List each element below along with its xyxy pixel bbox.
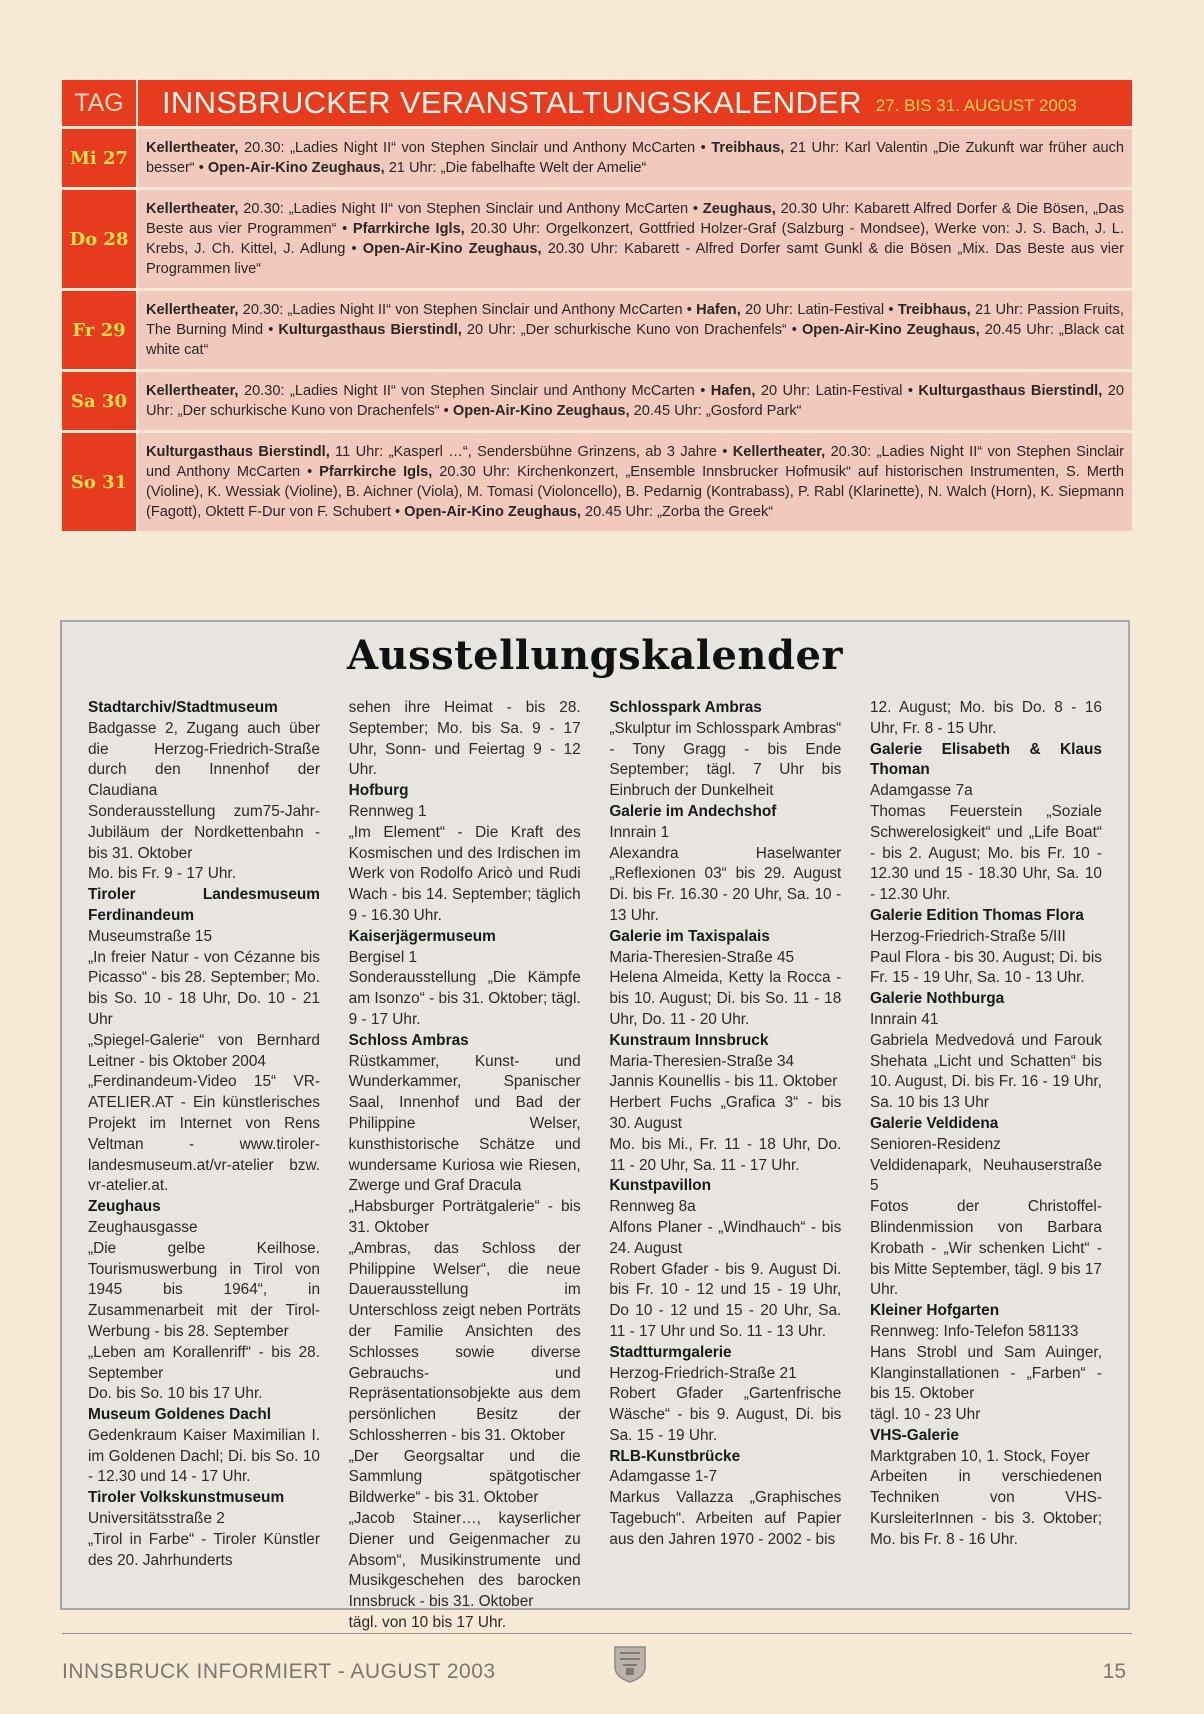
exhibition-info: Innrain 41 <box>869 1010 939 1028</box>
exhibition-info: Innrain 1 <box>609 823 670 841</box>
exhibition-info: „Tirol in Farbe“ - Tiroler Künstler des 20. Jahrhunderts <box>88 1530 320 1569</box>
exhibition-info: Maria-Theresien-Straße 45 <box>609 948 795 966</box>
venue-name: Open-Air-Kino Zeughaus, <box>362 241 542 257</box>
exhibition-info: tägl. von 10 bis 17 Uhr. <box>348 1614 507 1632</box>
exhibition-info: Robert Gfader „Gartenfrische Wäsche“ - bis 9. August, Di. bis Sa. 15 - 19 Uhr. <box>609 1385 842 1444</box>
exhibition-title: Ausstellungskalender <box>347 632 843 679</box>
venue-heading: Tiroler Landesmuseum Ferdinandeum <box>88 886 320 924</box>
calendar-header <box>62 80 1132 126</box>
calendar-day-row <box>62 372 1132 430</box>
event-details: 11 Uhr: „Kasperl …“, Sendersbühne Grinzens, ab 3 Jahre • <box>329 444 733 460</box>
venue-name: Kellertheater, <box>732 444 826 460</box>
venue-heading: Zeughaus <box>88 1198 161 1216</box>
exhibition-info: „In freier Natur - von Cézanne bis Picasso“ - bis 28. September; Mo. bis So. 10 - 18 Uhr, Do. 10 - 21 Uhr <box>88 948 320 1028</box>
exhibition-info: Rüstkammer, Kunst- und Wunderkammer, Spanischer Saal, Innenhof und Bad der Philippine Welser, kunsthistorische Schätze und wundersame Kuriosa wie Riesen, Zwerge und Graf Dracula <box>348 1052 581 1195</box>
exhibition-info: Herbert Fuchs „Grafica 3“ - bis 30. August <box>609 1094 842 1132</box>
venue-heading: Museum Goldenes Dachl <box>88 1406 272 1424</box>
exhibition-info: tägl. 10 - 23 Uhr <box>869 1406 981 1424</box>
event-details: 20 Uhr: Latin-Festival • <box>755 383 919 399</box>
venue-name: Hafen, <box>710 383 756 399</box>
exhibition-info: „Leben am Korallenriff“ - bis 28. September <box>88 1343 320 1382</box>
day-events-text <box>138 129 1132 187</box>
venue-heading: Galerie Nothburga <box>869 990 1005 1008</box>
exhibition-info: Mo. bis Fr. 9 - 17 Uhr. <box>88 865 236 883</box>
venue-name: Pfarrkirche Igls, <box>319 464 433 480</box>
venue-heading: Stadtarchiv/Stadtmuseum <box>88 699 278 716</box>
event-details: 20.30: „Ladies Night II“ von Stephen Sinclair und Anthony McCarten • <box>238 383 711 399</box>
venue-heading: Galerie Edition Thomas Flora <box>869 906 1084 924</box>
venue-name: Zeughaus, <box>702 201 776 217</box>
exhibition-info: Jannis Kounellis - bis 11. Oktober <box>609 1073 838 1091</box>
event-details: 20.30 Uhr: Orgelkonzert, Gottfried Holzer-Graf (Salzburg - Mondsee), Werke von: J. S. Bach, J. L. Krebs, J. Ch. Kittel, J. Adlung • <box>146 221 1124 257</box>
exhibition-column <box>88 698 320 1634</box>
exhibition-info: Universitätsstraße 2 <box>88 1510 225 1528</box>
venue-heading: RLB-Kunstbrücke <box>609 1447 741 1465</box>
exhibition-info: „Jacob Stainer…, kayserlicher Diener und Geigenmacher zu Absom“, Musikinstrumente und Musikgeschehen des barocken Innsbruck - bis 31. Oktober <box>348 1510 581 1611</box>
venue-name: Open-Air-Kino Zeughaus, <box>801 322 980 338</box>
venue-heading: Galerie im Taxispalais <box>609 927 770 945</box>
venue-name: Treibhaus, <box>897 302 971 318</box>
calendar-day-row <box>62 291 1132 369</box>
exhibition-info: Mo. bis Mi., Fr. 11 - 18 Uhr, Do. 11 - 20 Uhr, Sa. 11 - 17 Uhr. <box>609 1135 842 1174</box>
exhibition-info: Sonderausstellung „Die Kämpfe am Isonzo“ - bis 31. Oktober; tägl. 9 - 17 Uhr. <box>348 969 581 1028</box>
venue-heading: Tiroler Volkskunstmuseum <box>88 1489 285 1507</box>
exhibition-info: Hans Strobl und Sam Auinger, Klanginstallationen - „Farben“ - bis 15. Oktober <box>869 1343 1102 1403</box>
exhibition-info: Do. bis So. 10 bis 17 Uhr. <box>88 1385 263 1403</box>
venue-heading: Kunstraum Innsbruck <box>609 1031 769 1049</box>
event-details: 21 Uhr: „Die fabelhafte Welt der Amelie“ <box>384 160 647 176</box>
event-calendar <box>62 80 1132 531</box>
venue-name: Kulturgasthaus Bierstindl, <box>278 322 462 338</box>
day-events-text <box>138 291 1132 369</box>
calendar-day-row <box>62 190 1132 288</box>
exhibition-info: Rennweg 1 <box>348 802 427 820</box>
venue-name: Kellertheater, <box>146 383 239 399</box>
exhibition-info: Senioren-Residenz Veldidenapark, Neuhauserstraße 5 <box>869 1135 1102 1195</box>
exhibition-info: „Die gelbe Keilhose. Tourismuswerbung in Tirol von 1945 bis 1964“, in Zusammenarbeit mit der Tirol-Werbung - bis 28. September <box>88 1239 320 1340</box>
exhibition-info: „Habsburger Porträtgalerie“ - bis 31. Oktober <box>348 1198 581 1236</box>
exhibition-info: „Im Element“ - Die Kraft des Kosmischen und des Irdischen im Werk von Rodolfo Aricò und Rudi Wach - bis 14. September; täglich 9 - 16.30 Uhr. <box>348 823 581 924</box>
venue-name: Kellertheater, <box>146 140 239 156</box>
exhibition-info: Robert Gfader - bis 9. August Di. bis Fr. 10 - 12 und 15 - 19 Uhr, Do 10 - 12 und 15 - 20 Uhr, Sa. 11 - 17 Uhr und So. 11 - 13 Uhr. <box>609 1260 842 1340</box>
event-details: 20.45 Uhr: „Zorba the Greek“ <box>580 504 774 520</box>
exhibition-info: Adamgasse 7a <box>869 782 973 800</box>
venue-name: Pfarrkirche Igls, <box>352 221 465 237</box>
exhibition-info: „Ambras, das Schloss der Philippine Welser“, die neue Dauerausstellung im Unterschloss zeigt neben Porträts der Familie Ansichten des Schlosses sowie diverse Gebrauchs- und Repräsentationsobjekte aus dem persönlichen Besitz der Schlossherren - bis 31. Oktober <box>348 1239 581 1444</box>
venue-name: Kulturgasthaus Bierstindl, <box>146 444 330 460</box>
exhibition-info: Paul Flora - bis 30. August; Di. bis Fr. 15 - 19 Uhr, Sa. 10 - 13 Uhr. <box>869 948 1102 987</box>
publication-name: INNSBRUCK INFORMIERT - AUGUST 2003 <box>62 1660 496 1683</box>
exhibition-info: „Spiegel-Galerie“ von Bernhard Leitner - bis Oktober 2004 <box>88 1031 320 1070</box>
day-label: So 31 <box>62 433 136 531</box>
exhibition-info: Herzog-Friedrich-Straße 5/III <box>869 927 1066 945</box>
day-label: Sa 30 <box>62 372 136 430</box>
exhibition-column <box>349 698 581 1634</box>
calendar-date-range: 27. BIS 31. AUGUST 2003 <box>875 96 1077 115</box>
exhibition-info: „Ferdinandeum-Video 15“ VR-ATELIER.AT - Ein künstlerisches Projekt im Internet von Rens Veltman - www.tiroler-landesmuseum.at/vr-atelier bzw. vr-atelier.at. <box>88 1073 320 1195</box>
event-details: 20.30: „Ladies Night II“ von Stephen Sinclair und Anthony McCarten • <box>238 140 712 156</box>
venue-heading: Hofburg <box>348 782 409 800</box>
event-details: 20.30 Uhr: Kirchenkonzert, „Ensemble Innsbrucker Hofmusik“ auf historischen Instrumenten, S. Merth (Violine), K. Wessiak (Violine), B. Aichner (Viola), M. Tomasi (Violoncello), B. Pedarnig (Kontrabass), P. Rabl (Klarinette), N. Walch (Horn), K. Siepmann (Fagott), Oktett F-Dur von F. Schubert • <box>146 464 1125 520</box>
day-events-text <box>138 372 1132 430</box>
exhibition-info: Thomas Feuerstein „Soziale Schwerelosigkeit“ und „Life Boat“ - bis 2. August; Mo. bis Fr. 10 - 12.30 und 15 - 18.30 Uhr, Sa. 10 - 12.30 Uhr. <box>869 802 1102 904</box>
exhibition-info: Herzog-Friedrich-Straße 21 <box>609 1364 797 1382</box>
event-details: 20.30: „Ladies Night II“ von Stephen Sinclair und Anthony McCarten • <box>146 444 1124 480</box>
venue-heading: Galerie im Andechshof <box>609 802 777 820</box>
venue-name: Treibhaus, <box>711 140 785 156</box>
exhibition-info: sehen ihre Heimat - bis 28. September; Mo. bis Sa. 9 - 17 Uhr, Sonn- und Feiertag 9 - 12 Uhr. <box>348 699 581 779</box>
calendar-rows <box>62 129 1132 531</box>
exhibition-info: 12. August; Mo. bis Do. 8 - 16 Uhr, Fr. 8 - 15 Uhr. <box>869 699 1102 737</box>
venue-heading: Stadtturmgalerie <box>609 1343 732 1361</box>
venue-heading: Galerie Veldidena <box>869 1114 999 1132</box>
exhibition-info: Alfons Planer - „Windhauch“ - bis 24. August <box>609 1218 842 1257</box>
exhibition-info: Badgasse 2, Zugang auch über die Herzog-Friedrich-Straße durch den Innenhof der Claudiana <box>88 719 320 800</box>
exhibition-info: Sonderausstellung zum75-Jahr-Jubiläum der Nordkettenbahn - bis 31. Oktober <box>88 802 320 862</box>
calendar-title: INNSBRUCKER VERANSTALTUNGSKALENDER <box>162 85 862 120</box>
venue-heading: Kunstpavillon <box>609 1177 712 1195</box>
page-number: 15 <box>1102 1660 1126 1683</box>
event-details: 20.30: „Ladies Night II“ von Stephen Sinclair und Anthony McCarten • <box>238 302 697 318</box>
exhibition-info: Gabriela Medvedová und Farouk Shehata „Licht und Schatten“ bis 10. August, Di. bis Fr. 16 - 19 Uhr, Sa. 10 bis 13 Uhr <box>869 1031 1102 1112</box>
venue-name: Open-Air-Kino Zeughaus, <box>404 504 581 520</box>
page-footer <box>62 1633 1132 1694</box>
calendar-title-bar <box>138 80 1132 126</box>
venue-heading: Kaiserjägermuseum <box>348 927 496 945</box>
city-seal-icon <box>613 1643 647 1683</box>
event-details: 20.45 Uhr: „Gosford Park“ <box>629 403 802 419</box>
venue-heading: Schlosspark Ambras <box>609 699 762 716</box>
event-details: 20.30 Uhr: Kabarett - Alfred Dorfer samt Gunkl & die Bösen „Mix. Das Beste aus vier Programmen live“ <box>146 241 1124 277</box>
exhibition-column <box>870 698 1102 1634</box>
exhibition-info: Arbeiten in verschiedenen Techniken von VHS-KursleiterInnen - bis 3. Oktober; Mo. bis Fr. 8 - 16 Uhr. <box>869 1468 1102 1548</box>
exhibition-info: Bergisel 1 <box>348 948 418 966</box>
event-details: 21 Uhr: Passion Fruits, The Burning Mind • <box>146 302 1124 338</box>
day-events-text <box>138 433 1132 531</box>
day-events-text <box>138 190 1132 288</box>
calendar-day-row <box>62 433 1132 531</box>
exhibition-info: Adamgasse 1-7 <box>609 1468 718 1486</box>
day-label: Do 28 <box>62 190 136 288</box>
day-column-label: TAG <box>62 80 136 126</box>
event-details: 20.30 Uhr: Kabarett Alfred Dorfer & Die Bösen, „Das Beste aus vier Programmen“ • <box>146 201 1124 237</box>
exhibition-column <box>609 698 841 1634</box>
exhibition-columns <box>88 698 1102 1634</box>
event-details: 20.30: „Ladies Night II“ von Stephen Sinclair und Anthony McCarten • <box>238 201 703 217</box>
exhibition-info: Rennweg: Info-Telefon 581133 <box>869 1322 1079 1340</box>
event-details: 20 Uhr: Latin-Festival • <box>740 302 898 318</box>
venue-name: Open-Air-Kino Zeughaus, <box>452 403 630 419</box>
venue-name: Kellertheater, <box>146 201 239 217</box>
venue-name: Open-Air-Kino Zeughaus, <box>207 160 385 176</box>
venue-name: Kulturgasthaus Bierstindl, <box>918 383 1103 399</box>
exhibition-calendar <box>60 620 1130 1632</box>
exhibition-info: „Skulptur im Schlosspark Ambras“ - Tony Gragg - bis Ende September; tägl. 7 Uhr bis Einbruch der Dunkelheit <box>609 719 842 800</box>
exhibition-info: Helena Almeida, Ketty la Rocca - bis 10. August; Di. bis So. 11 - 18 Uhr, Do. 11 - 20 Uhr. <box>609 969 842 1028</box>
event-details: 20.45 Uhr: „Black cat white cat“ <box>146 322 1124 358</box>
exhibition-info: „Der Georgsaltar und die Sammlung spätgotischer Bildwerke“ - bis 31. Oktober <box>348 1447 581 1507</box>
venue-name: Kellertheater, <box>146 302 239 318</box>
exhibition-info: Fotos der Christoffel-Blindenmission von Barbara Krobath - „Wir schenken Licht“ - bis Mitte September, tägl. 9 bis 17 Uhr. <box>869 1198 1102 1299</box>
exhibition-info: Marktgraben 10, 1. Stock, Foyer <box>869 1447 1090 1465</box>
day-label: Mi 27 <box>62 129 136 187</box>
exhibition-info: Museumstraße 15 <box>88 927 213 945</box>
exhibition-info: Maria-Theresien-Straße 34 <box>609 1052 795 1070</box>
exhibition-info: Gedenkraum Kaiser Maximilian I. im Goldenen Dachl; Di. bis So. 10 - 12.30 und 14 - 17 Uhr. <box>88 1426 320 1486</box>
venue-heading: Schloss Ambras <box>348 1031 469 1049</box>
exhibition-info: Markus Vallazza „Graphisches Tagebuch“. Arbeiten auf Papier aus den Jahren 1970 - 2002 - bis <box>609 1489 842 1548</box>
venue-heading: Galerie Elisabeth & Klaus Thoman <box>869 740 1102 779</box>
venue-heading: VHS-Galerie <box>869 1426 959 1444</box>
exhibition-info: Rennweg 8a <box>609 1198 696 1216</box>
day-label: Fr 29 <box>62 291 136 369</box>
venue-name: Hafen, <box>696 302 741 318</box>
exhibition-info: Alexandra Haselwanter „Reflexionen 03“ bis 29. August Di. bis Fr. 16.30 - 20 Uhr, Sa. 10 - 13 Uhr. <box>609 844 842 924</box>
event-details: 20 Uhr: „Der schurkische Kuno von Drachenfels“ • <box>146 383 1124 419</box>
event-details: 20 Uhr: „Der schurkische Kuno von Drachenfels“ • <box>461 322 802 338</box>
venue-heading: Kleiner Hofgarten <box>869 1302 1000 1320</box>
calendar-day-row <box>62 129 1132 187</box>
exhibition-info: Zeughausgasse <box>88 1218 198 1236</box>
event-details: 21 Uhr: Karl Valentin „Die Zukunft war früher auch besser“ • <box>146 140 1125 176</box>
